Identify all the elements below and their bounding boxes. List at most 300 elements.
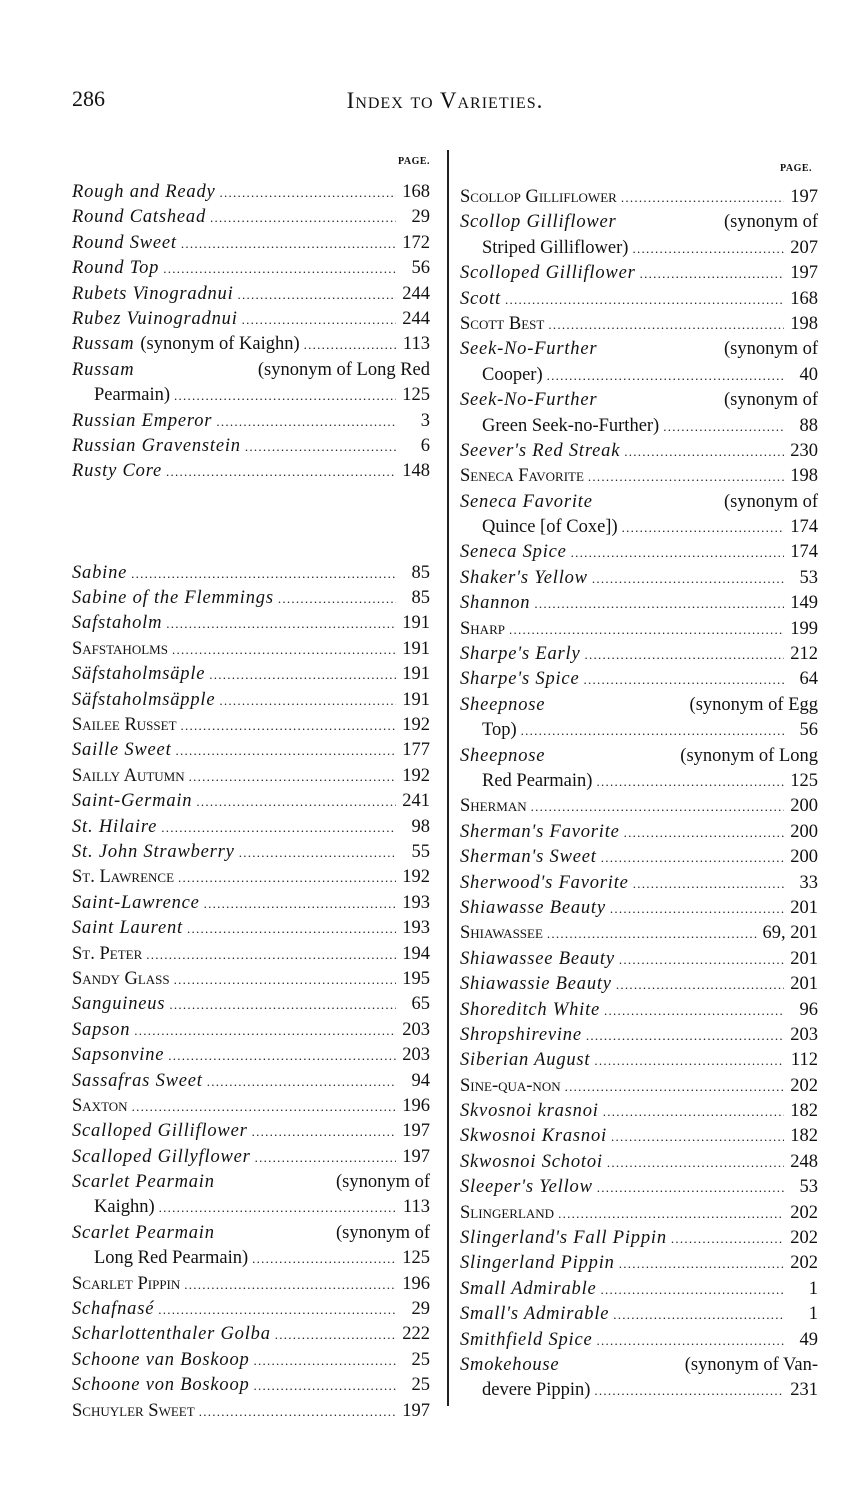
entry-line [72,1119,430,1144]
entry-page: 113 [402,1197,430,1218]
entry-name: Saint-Germain [72,791,193,812]
entry-line [460,1074,818,1099]
entry-name: Shiawassie Beauty [460,974,612,995]
index-entry [72,1170,430,1221]
dot-leader [242,307,396,332]
entry-line [460,921,818,946]
page-title: Index to Varieties. [346,88,544,113]
index-entry [460,312,818,337]
entry-name: Scarlet Pearmain [72,1222,215,1243]
entry-line [72,688,430,713]
entry-name: Saxton [72,1095,128,1116]
entry-page: 200 [790,821,818,842]
index-entry [72,688,430,713]
entry-page: 25 [411,1349,430,1370]
entry-page: 1 [808,1304,818,1325]
entry-note: (synonym of [723,212,818,233]
index-entry [460,1023,818,1048]
index-entry [460,1048,818,1073]
entry-note: (synonym of Egg [689,694,818,715]
entry-line [72,1221,430,1246]
entry-continuation-line [72,383,430,408]
entry-page: 195 [402,968,430,989]
index-entry [72,1348,430,1373]
index-entry [72,332,430,357]
entry-page: 197 [402,1400,430,1421]
dot-leader [571,540,784,565]
index-entry [460,1328,818,1353]
entry-line [72,459,430,484]
entry-page: 191 [402,689,430,710]
entry-name: Sine-qua-non [460,1075,561,1096]
entry-name: Sharpe's Spice [460,669,580,690]
index-entry [460,1353,818,1404]
entry-page: 56 [411,258,430,279]
entry-name: Seneca Favorite [460,491,593,512]
entry-line [72,1272,430,1297]
index-entry [460,1226,818,1251]
dot-leader [601,845,784,870]
entry-name: Russam [72,334,135,355]
entry-page: 203 [402,1045,430,1066]
entry-page: 49 [799,1329,818,1350]
entry-continuation-line [460,363,818,388]
dot-leader [604,998,784,1023]
entry-page: 191 [402,613,430,634]
dot-leader [254,1348,396,1373]
entry-page: 200 [790,847,818,868]
entry-line [460,540,818,565]
entry-page: 85 [411,588,430,609]
index-entry [72,434,430,459]
entry-page: 202 [790,1228,818,1249]
entry-name: Shaker's Yellow [460,567,588,588]
entry-page: 29 [411,1299,430,1320]
dot-leader [174,383,396,408]
entry-name: Smithfield Spice [460,1329,593,1350]
entry-page: 191 [402,638,430,659]
entry-page: 53 [799,567,818,588]
entry-name: St. John Strawberry [72,841,235,862]
entry-name: Skwosnoi Schotoi [460,1151,603,1172]
entry-name: Scalloped Gillyflower [72,1146,251,1167]
dot-leader [621,185,784,210]
left-page-column-heading: PAGE. [398,156,431,167]
index-entry [460,261,818,286]
entry-page: 248 [790,1151,818,1172]
entry-name: Seever's Red Streak [460,440,621,461]
entry-line [72,1145,430,1170]
index-entry [72,992,430,1017]
entry-line [72,891,430,916]
entry-line [72,865,430,890]
dot-leader [172,637,396,662]
dot-leader [671,1226,784,1251]
entry-page: 168 [402,182,430,202]
entry-line [460,1175,818,1200]
entry-line [460,287,818,312]
entry-page: 1 [808,1278,818,1299]
entry-note: (synonym of [723,339,818,360]
entry-page: 199 [790,618,818,639]
dot-leader [531,794,784,819]
entry-page: 174 [790,517,818,538]
index-entry [72,916,430,941]
entry-line [460,896,818,921]
entry-continuation-line [72,1195,430,1220]
entry-name: Saint-Lawrence [72,892,200,913]
entry-name: Sherman's Sweet [460,847,597,868]
dot-leader [547,921,759,946]
index-entry [460,540,818,565]
entry-line [460,261,818,286]
dot-leader [158,1297,396,1322]
entry-page: 231 [790,1380,818,1401]
dot-leader [505,287,784,312]
entry-note: (synonym of [723,491,818,512]
dot-leader [640,261,784,286]
dot-leader [255,1145,396,1170]
index-entry [72,1018,430,1043]
entry-line [460,1277,818,1302]
entry-page: 197 [402,1121,430,1142]
entry-page: 182 [790,1101,818,1122]
entry-name: Round Catshead [72,207,207,228]
dot-leader [613,1302,784,1327]
entry-line [72,967,430,992]
entry-name: St. Hilaire [72,816,158,837]
dot-leader [131,561,396,586]
entry-name: Rough and Ready [72,182,216,202]
entry-name: Sailee Russet [72,715,177,736]
entry-page: 177 [402,740,430,761]
entry-line [72,942,430,967]
entry-line [460,1150,818,1175]
index-entry [72,713,430,738]
entry-page: 203 [790,1024,818,1045]
dot-leader [594,1378,784,1403]
dot-leader [304,332,396,357]
entry-name: Säfstaholmsäple [72,664,206,685]
entry-page: 196 [402,1273,430,1294]
entry-name: Seek-No-Further [460,390,598,411]
dot-leader [209,662,396,687]
entry-line [460,210,818,235]
entry-page: 29 [411,207,430,228]
dot-leader [178,865,396,890]
entry-page: 244 [402,283,430,304]
entry-line [72,1373,430,1398]
entry-continuation: Long Red Pearmain) [94,1248,249,1269]
entry-name: Scharlottenthaler Golba [72,1324,271,1345]
index-entry [460,439,818,464]
entry-page: 192 [402,867,430,888]
entry-page: 172 [402,232,430,253]
index-entry [460,972,818,997]
entry-page: 198 [790,313,818,334]
entry-name: Small Admirable [460,1278,597,1299]
entry-page: 191 [402,664,430,685]
entry-page: 125 [402,1248,430,1269]
index-entry [460,1251,818,1276]
dot-leader [252,1119,396,1144]
dot-leader [219,688,396,713]
entry-name: Skwosnoi Krasnoi [460,1126,607,1147]
entry-continuation: Top) [482,720,517,741]
entry-page: 33 [799,872,818,893]
entry-line [72,1322,430,1347]
entry-line [460,972,818,997]
dot-leader [166,611,396,636]
entry-line [460,337,818,362]
index-entry [460,210,818,261]
index-entry [460,591,818,616]
entry-note: (synonym of [335,1172,430,1193]
entry-page: 201 [790,974,818,995]
entry-line [460,591,818,616]
index-entry [460,185,818,210]
dot-leader [159,1195,396,1220]
entry-page: 113 [402,334,430,355]
entry-page: 55 [411,841,430,862]
dot-leader [181,713,396,738]
entry-page: 197 [402,1146,430,1167]
index-entry [460,921,818,946]
entry-continuation-line [460,769,818,794]
entry-name: Round Top [72,258,160,279]
index-entry [72,662,430,687]
dot-leader [601,1277,784,1302]
entry-name: Shiawassee Beauty [460,948,615,969]
dot-leader [176,738,396,763]
index-entry [72,282,430,307]
entry-page: 85 [411,562,430,583]
entry-name: Shoreditch White [460,999,601,1020]
dot-leader [245,434,396,459]
dot-leader [611,1124,784,1149]
entry-continuation-line [460,236,818,261]
entry-page: 125 [402,385,430,406]
entry-name: Sherwood's Favorite [460,872,629,893]
entry-line [72,180,430,205]
index-entry [460,1150,818,1175]
entry-page: 196 [402,1095,430,1116]
dot-leader [216,409,396,434]
entry-line [72,840,430,865]
entry-name: Shannon [460,593,531,614]
entry-name: St. Peter [72,943,143,964]
entry-name: Schoone von Boskoop [72,1375,250,1396]
entry-line [72,1348,430,1373]
entry-line [72,662,430,687]
dot-leader [548,312,784,337]
entry-line [72,1069,430,1094]
entry-page: 125 [790,770,818,791]
entry-line [460,1328,818,1353]
entry-line [460,1226,818,1251]
dot-leader [585,642,785,667]
entry-name: Safstaholm [72,613,163,634]
entry-name: Slingerland [460,1202,555,1223]
entry-line [72,764,430,789]
dot-leader [207,1069,396,1094]
dot-leader [588,464,784,489]
entry-name: Saint Laurent [72,918,183,939]
dot-leader [254,1373,396,1398]
entry-name: Russam [72,359,135,380]
entry-name: St. Lawrence [72,867,175,888]
entry-line [72,637,430,662]
dot-leader [596,769,784,794]
entry-line [460,185,818,210]
index-entry [460,693,818,744]
index-entry [72,358,430,409]
entry-line [460,871,818,896]
entry-line [72,332,430,357]
entry-line [460,617,818,642]
index-entry [72,1119,430,1144]
entry-name: Scarlet Pearmain [72,1172,215,1193]
dot-leader [132,1094,396,1119]
entry-line [460,1048,818,1073]
entry-line [460,1023,818,1048]
entry-page: 98 [411,816,430,837]
entry-page: 201 [790,897,818,918]
entry-line [460,947,818,972]
entry-name: Sapsonvine [72,1045,165,1066]
entry-line [460,667,818,692]
entry-name: Siberian August [460,1050,591,1071]
index-entry [460,287,818,312]
entry-line [460,1201,818,1226]
dot-leader [583,667,784,692]
index-entry [460,1124,818,1149]
entry-continuation: Pearmain) [94,385,171,406]
index-entry [72,764,430,789]
entry-line [72,815,430,840]
right-page-column-heading: PAGE. [780,163,813,174]
entry-line [72,358,430,383]
entry-name: Sassafras Sweet [72,1070,203,1091]
dot-leader [565,1074,784,1099]
entry-name: Seneca Spice [460,542,567,563]
dot-leader [134,1018,396,1043]
index-entry [72,561,430,586]
dot-leader [199,1399,396,1424]
entry-line [460,998,818,1023]
index-entry [72,459,430,484]
index-entry [460,845,818,870]
entry-name: Sheepnose [460,694,546,715]
entry-page: 202 [790,1075,818,1096]
dot-leader [592,566,784,591]
entry-line [72,1094,430,1119]
dot-leader [622,515,784,540]
entry-page: 65 [411,994,430,1015]
index-entry [72,1399,430,1424]
entry-page: 230 [790,440,818,461]
entry-continuation: Cooper) [482,364,543,385]
entry-line [460,642,818,667]
dot-leader [509,617,784,642]
entry-line [72,256,430,281]
entry-page: 88 [799,415,818,436]
dot-leader [275,1322,396,1347]
entry-page: 207 [790,237,818,258]
entry-note: (synonym of [335,1222,430,1243]
entry-line [460,744,818,769]
entry-line [460,794,818,819]
entry-page: 222 [402,1324,430,1345]
group-spacer [72,485,430,561]
entry-page: 197 [790,263,818,284]
dot-leader [632,236,784,261]
entry-page: 148 [402,461,430,482]
index-entry [460,820,818,845]
index-entry [72,256,430,281]
entry-name: Sandy Glass [72,968,170,989]
dot-leader [619,947,784,972]
dot-leader [220,180,396,205]
entry-page: 203 [402,1019,430,1040]
dot-leader [210,205,396,230]
index-entry [72,637,430,662]
entry-name: Schafnasé [72,1299,155,1320]
index-entry [72,409,430,434]
entry-line [460,1302,818,1327]
index-entry [460,744,818,795]
entry-page: 56 [799,720,818,741]
entry-line [460,1353,818,1378]
index-entry [460,566,818,591]
entry-page: 194 [402,943,430,964]
entry-line [460,439,818,464]
dot-leader [558,1201,784,1226]
entry-page: 69, 201 [762,923,818,944]
index-entry [460,1099,818,1124]
dot-leader [161,815,396,840]
entry-line [460,464,818,489]
index-entry [72,789,430,814]
entry-name: Säfstaholmsäpple [72,689,216,710]
entry-page: 174 [790,542,818,563]
entry-name: Rubets Vinogradnui [72,283,234,304]
entry-line [72,713,430,738]
index-entry [460,1302,818,1327]
entry-page: 94 [411,1070,430,1091]
entry-continuation-line [460,515,818,540]
entry-name: Saille Sweet [72,740,172,761]
entry-continuation-line [460,414,818,439]
entry-page: 40 [799,364,818,385]
entry-line [72,434,430,459]
index-entry [460,871,818,896]
index-entry [460,794,818,819]
entry-continuation: Kaighn) [94,1197,155,1218]
dot-leader [278,586,396,611]
entry-continuation-line [72,1246,430,1271]
entry-name: Seek-No-Further [460,339,598,360]
dot-leader [633,871,784,896]
entry-name: Sailly Autumn [72,765,185,786]
entry-name: Shiawasse Beauty [460,897,606,918]
dot-leader [624,820,784,845]
entry-name: Scott Best [460,313,545,334]
dot-leader [239,840,396,865]
entry-line [72,738,430,763]
entry-name: Sharp [460,618,505,639]
right-index-column [460,185,818,1404]
